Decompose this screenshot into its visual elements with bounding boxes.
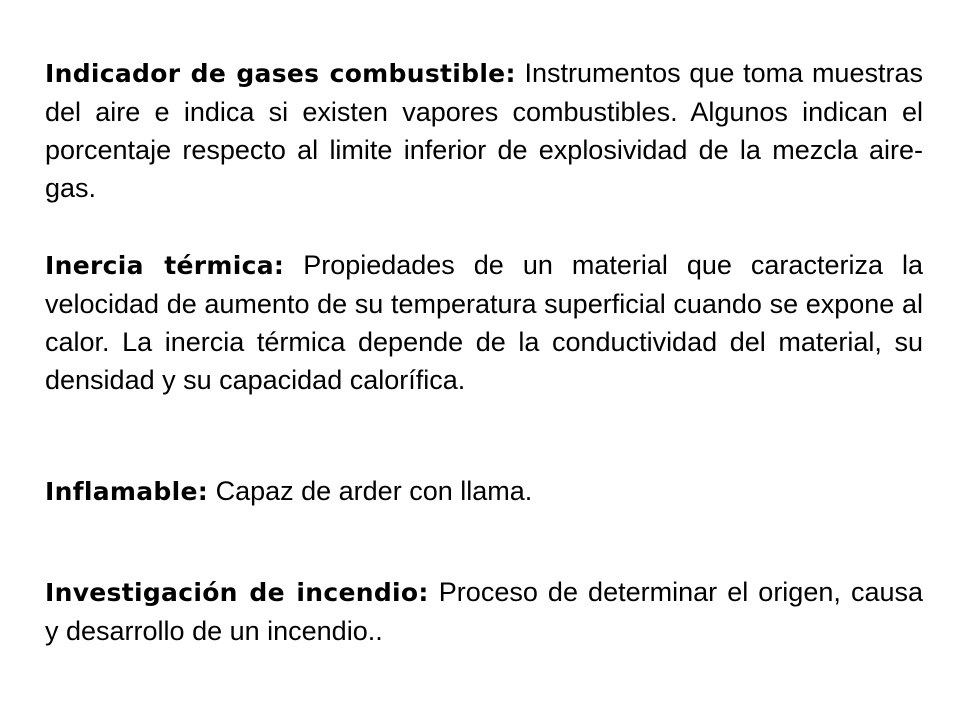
glossary-definition: Instrumentos que toma muestras del aire e indica si existen vapores combustibles. Algunos indican el porcentaje respecto al limite inferior de explosividad de la mezcla aire-gas. xyxy=(45,58,923,203)
glossary-term: Indicador de gases combustible: xyxy=(45,59,516,88)
glossary-entry-inflamable xyxy=(45,472,923,511)
glossary-definition: Capaz de arder con llama. xyxy=(215,476,533,506)
glossary-entry-investigacion xyxy=(45,573,923,650)
glossary-term: Investigación de incendio: xyxy=(45,578,429,607)
glossary-definition: Proceso de determinar el origen, causa y desarrollo de un incendio.. xyxy=(45,577,923,646)
glossary-term: Inercia térmica: xyxy=(45,251,285,280)
glossary-definition: Propiedades de un material que caracteriza la velocidad de aumento de su temperatura superficial cuando se expone al calor. La inercia térmica depende de la conductividad del material, su densidad y su capacidad calorífica. xyxy=(45,250,923,395)
glossary-entry-inercia xyxy=(45,246,923,399)
glossary-term: Inflamable: xyxy=(45,477,209,506)
glossary-entry-indicador xyxy=(45,54,923,207)
